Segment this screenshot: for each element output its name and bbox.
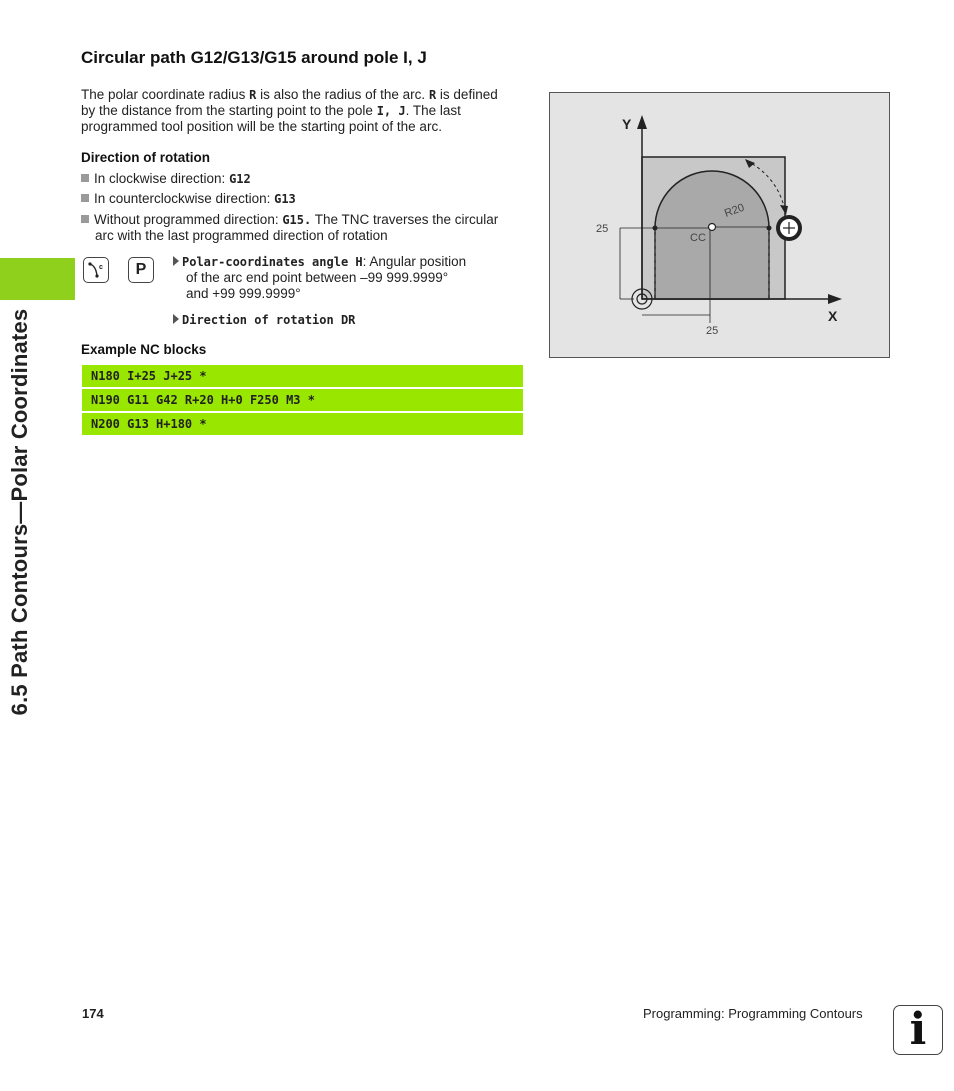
svg-text:c: c	[99, 264, 103, 271]
intro-line-2: by the distance from the starting point to the pole I, J. The last	[81, 103, 461, 118]
pole-cc-marker	[709, 224, 716, 231]
intro-line-1: The polar coordinate radius R is also the radius of the arc. R is defined	[81, 87, 498, 102]
triangle-bullet-icon	[173, 256, 179, 266]
dim-x-label: 25	[706, 325, 719, 337]
info-icon: i	[893, 1005, 943, 1055]
polar-arc-key[interactable]	[83, 257, 109, 283]
nc-block: N180 I+25 J+25 *	[82, 365, 523, 387]
dialog-direction-dr: Direction of rotation DR	[173, 312, 355, 328]
milling-tool-icon	[776, 215, 802, 241]
dialog-angle-h: Polar-coordinates angle H: Angular position	[173, 254, 466, 270]
bullet-no-direction-line-2: arc with the last programmed direction of rotation	[95, 228, 388, 243]
polar-arc-figure	[549, 92, 890, 358]
footer-chapter-text: Programming: Programming Contours	[643, 1006, 863, 1021]
polar-arc-key-icon	[84, 258, 108, 282]
bullet-square-icon	[81, 174, 89, 182]
x-axis-arrow	[828, 294, 842, 304]
bullet-square-icon	[81, 215, 89, 223]
y-axis-label: Y	[622, 116, 632, 132]
example-heading: Example NC blocks	[81, 342, 207, 357]
x-axis-label: X	[828, 308, 838, 324]
dialog-angle-h-line-2: of the arc end point between –99 999.9999°	[186, 270, 449, 285]
bullet-square-icon	[81, 194, 89, 202]
page-number: 174	[82, 1006, 104, 1021]
triangle-bullet-icon	[173, 314, 179, 324]
polar-p-key[interactable]: P	[128, 257, 154, 283]
rotation-heading: Direction of rotation	[81, 150, 210, 165]
dialog-angle-h-line-3: and +99 999.9999°	[186, 286, 301, 301]
arc-contour	[655, 171, 769, 299]
section-title: Circular path G12/G13/G15 around pole I, J	[81, 48, 427, 67]
figure-drawing	[550, 93, 891, 359]
intro-line-3: programmed tool position will be the starting point of the arc.	[81, 119, 442, 134]
bullet-no-direction: Without programmed direction: G15. The TNC traverses the circular	[81, 212, 498, 228]
nc-block: N200 G13 H+180 *	[82, 413, 523, 435]
dim-y-label: 25	[596, 223, 609, 235]
chapter-tab	[0, 258, 75, 300]
nc-block: N190 G11 G42 R+20 H+0 F250 M3 *	[82, 389, 523, 411]
pole-label: CC	[690, 232, 706, 244]
y-axis-arrow	[637, 115, 647, 129]
bullet-counterclockwise: In counterclockwise direction: G13	[81, 191, 296, 207]
bullet-clockwise: In clockwise direction: G12	[81, 171, 251, 187]
radius-label: R20	[722, 201, 746, 220]
